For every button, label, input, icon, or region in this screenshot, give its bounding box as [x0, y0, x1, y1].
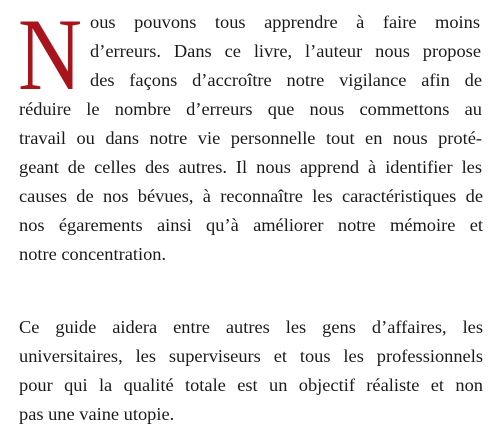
paragraph-1-line-4: réduire le nombre d’erreurs que nous commettons au [19, 99, 482, 119]
paragraph-1-line-8: nos égarements ainsi qu’à améliorer notre mémoire et [19, 215, 483, 235]
paragraph-1-line-1: ous pouvons tous apprendre à faire moins [90, 12, 480, 32]
paragraph-2-line-3: pour qui la qualité totale est un objectif réaliste et non [19, 375, 483, 395]
paragraph-1-line-5: travail ou dans notre vie personnelle tout en nous proté- [19, 128, 482, 148]
paragraph-1-line-7: causes de nos bévues, à reconnaître les caractéristiques de [19, 186, 483, 206]
paragraph-1-line-9: notre concentration. [19, 244, 167, 264]
paragraph-1-line-2: d’erreurs. Dans ce livre, l’auteur nous propose [90, 41, 481, 61]
paragraph-1-line-6: geant de celles des autres. Il nous apprend à identifier les [19, 157, 482, 177]
paragraph-2-line-2: universitaires, les superviseurs et tous les professionnels [19, 346, 483, 366]
paragraph-2-line-1: Ce guide aidera entre autres les gens d’affaires, les [19, 317, 483, 337]
paragraph-2-line-4: pas une vaine utopie. [19, 404, 175, 424]
paragraph-1-line-3: des façons d’accroître notre vigilance afin de [90, 70, 482, 90]
drop-cap-letter: N [18, 0, 82, 112]
